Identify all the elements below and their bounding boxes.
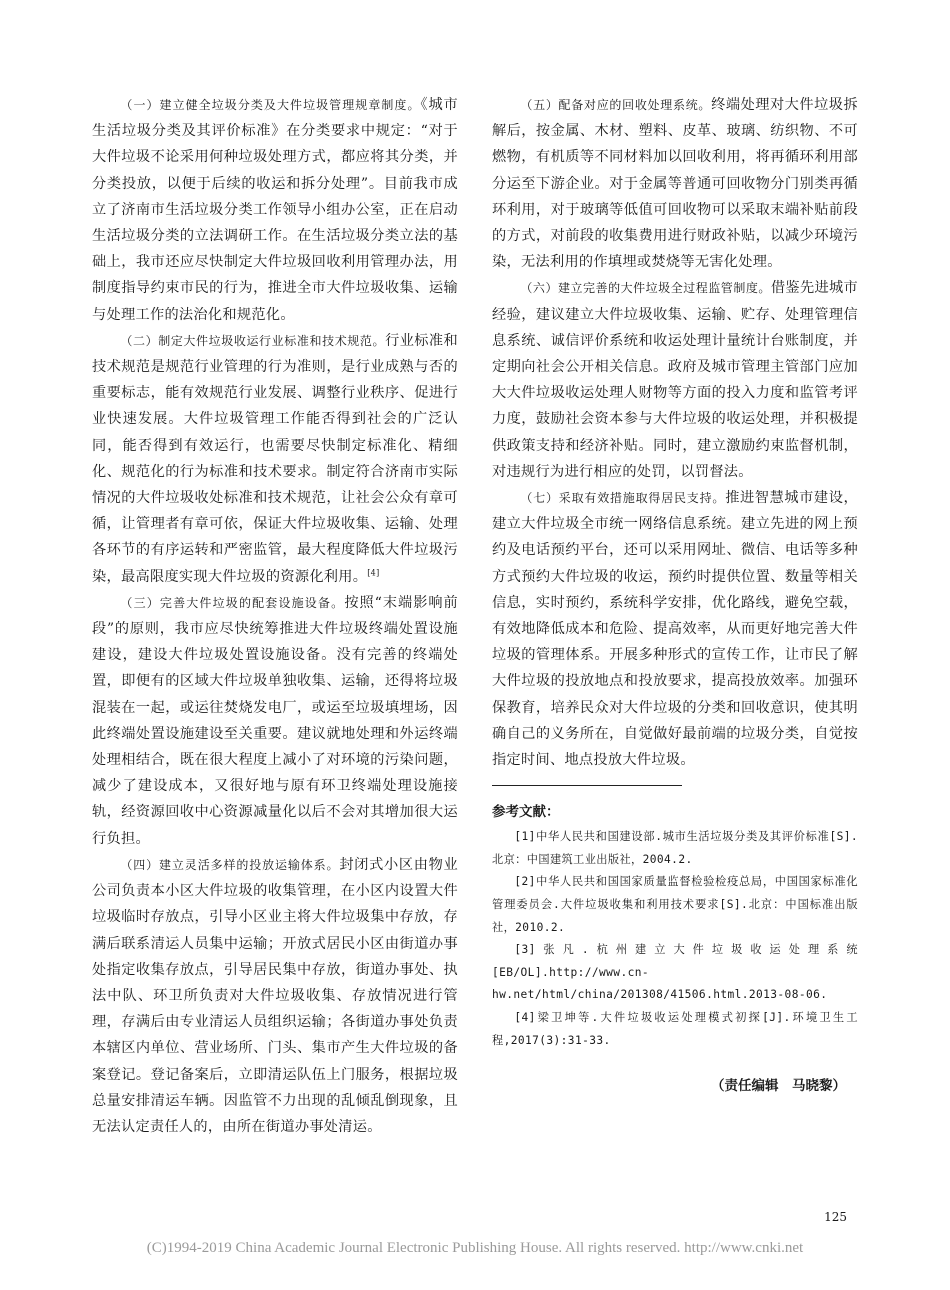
references-title: 参考文献： <box>492 804 560 821</box>
paragraph-2-body: 行业标准和技术规范是规范行业管理的行为准则，是行业成熟与否的重要标志，能有效规范行业发展、调整行业秩序、促进行业快速发展。大件垃圾管理工作能否得到社会的广泛认同，能否得到有效运行，也需要尽快制定标准化、精细化、规范化的行为标准和技术要求。制定符合济南市实际情况的大件垃圾收处标准和技术规范，让社会公众有章可循，让管理者有章可依，保证大件垃圾收集、运输、处理各环节的有序运转和严密监管，最大程度降低大件垃圾污染，最高限度实现大件垃圾的资源化利用。 <box>92 332 458 585</box>
section-heading-1: （一）建立健全垃圾分类及大件垃圾管理规章制度。 <box>120 98 421 112</box>
reference-item: [3]张凡.杭州建立大件垃圾收运处理系统[EB/OL].http://www.cn-hw.net/html/china/201308/41506.html.2013-08-06. <box>492 943 858 1002</box>
copyright-footer: (C)1994-2019 China Academic Journal Electronic Publishing House. All rights reserved. http://www.cnki.net <box>146 1240 804 1256</box>
citation-marker: [4] <box>367 567 380 577</box>
reference-item: [1]中华人民共和国建设部.城市生活垃圾分类及其评价标准[S].北京：中国建筑工业出版社，2004.2. <box>492 830 858 866</box>
responsible-editor: （责任编辑 马晓黎） <box>711 1078 846 1095</box>
references-divider <box>492 785 682 786</box>
section-heading-4: （四）建立灵活多样的投放运输体系。 <box>120 857 340 872</box>
paragraph-5-body: 终端处理对大件垃圾拆解后，按金属、木材、塑料、皮革、玻璃、纺织物、不可燃物，有机质等不同材料加以回收利用，将再循环利用部分运至下游企业。对于金属等普通可回收物分门别类再循环利用，对于玻璃等低值可回收物可以采取末端补贴前段的方式，对前段的收集费用进行财政补贴，以减少环境污染，无法利用的作填埋或焚烧等无害化处理。 <box>492 97 858 271</box>
paragraph-1-body: 《城市生活垃圾分类及其评价标准》在分类要求中规定：“对于大件垃圾不论采用何种垃圾处理方式，都应将其分类，并分类投放，以便于后续的收运和拆分处理”。目前我市成立了济南市生活垃圾分类工作领导小组办公室，正在启动生活垃圾分类的立法调研工作。在生活垃圾分类立法的基础上，我市还应尽快制定大件垃圾回收利用管理办法，用制度指导约束市民的行为，推进全市大件垃圾收集、运输与处理工作的法治化和规范化。 <box>92 97 458 323</box>
right-column <box>492 92 858 1094</box>
section-heading-3: （三）完善大件垃圾的配套设施设备。 <box>120 595 345 610</box>
paragraph-4-body: 封闭式小区由物业公司负责本小区大件垃圾的收集管理，在小区内设置大件垃圾临时存放点，引导小区业主将大件垃圾集中存放，存满后联系清运人员集中运输；开放式居民小区由街道办事处指定收集存放点，引导居民集中存放，街道办事处、执法中队、环卫所负责对大件垃圾收集、存放情况进行管理，存满后由专业清运人员组织运输；各街道办事处负责本辖区内单位、营业场所、门头、集市产生大件垃圾的备案登记。登记备案后，立即清运队伍上门服务，根据垃圾总量安排清运车辆。因监管不力出现的乱倾乱倒现象，且无法认定责任人的，由所在街道办事处清运。 <box>92 856 458 1135</box>
section-heading-5: （五）配备对应的回收处理系统。 <box>520 98 712 112</box>
paragraph-6 <box>492 275 858 485</box>
paragraph-6-body: 借鉴先进城市经验，建议建立大件垃圾收集、运输、贮存、处理管理信息系统、诚信评价系统和收运处理计量统计台账制度，并定期向社会公开相关信息。政府及城市管理主管部门应加大大件垃圾收运处理人财物等方面的投入力度和监管考评力度，鼓励社会资本参与大件垃圾的收运处理，并积极提供政策支持和经济补贴。同时，建立激励约束监督机制，对违规行为进行相应的处罚，以罚督法。 <box>492 280 858 480</box>
paragraph-7-body: 推进智慧城市建设，建立大件垃圾全市统一网络信息系统。建立先进的网上预约及电话预约平台，还可以采用网址、微信、电话等多种方式预约大件垃圾的收运，预约时提供位置、数量等相关信息，实时预约，系统科学安排，优化路线，避免空载，有效地降低成本和危险、提高效率，从而更好地完善大件垃圾的管理体系。开展多种形式的宣传工作，让市民了解大件垃圾的投放地点和投放要求，提高投放效率。加强环保教育，培养民众对大件垃圾的分类和回收意识，使其明确自己的义务所在，自觉做好最前端的垃圾分类，自觉按指定时间、地点投放大件垃圾。 <box>492 490 858 769</box>
page-number: 125 <box>824 1210 847 1224</box>
paragraph-4 <box>92 852 458 1140</box>
paragraph-3 <box>92 590 458 852</box>
section-heading-2: （二）制定大件垃圾收运行业标准和技术规范。 <box>120 333 386 348</box>
left-column <box>92 92 458 1140</box>
section-heading-6: （六）建立完善的大件垃圾全过程监管制度。 <box>520 281 771 296</box>
paragraph-1 <box>92 92 458 328</box>
reference-item: [4]梁卫坤等.大件垃圾收运处理模式初探[J].环境卫生工程,2017(3):31-33. <box>492 1011 858 1047</box>
paragraph-5 <box>492 92 858 275</box>
section-heading-7: （七）采取有效措施取得居民支持。 <box>520 491 726 506</box>
paragraph-2 <box>92 328 458 590</box>
reference-item: [2]中华人民共和国国家质量监督检验检疫总局，中国国家标准化管理委员会.大件垃圾收集和利用技术要求[S].北京：中国标准出版社，2010.2. <box>492 875 858 934</box>
paragraph-3-body: 按照“末端影响前段”的原则，我市应尽快统筹推进大件垃圾终端处置设施建设，建设大件垃圾处置设施设备。没有完善的终端处置，即便有的区域大件垃圾单独收集、运输，还得将垃圾混装在一起，或运往焚烧发电厂，或运至垃圾填埋场，因此终端处置设施建设至关重要。建议就地处理和外运终端处理相结合，既在很大程度上减小了对环境的污染问题，减少了建设成本，又很好地与原有环卫终端处理设施接轨，经资源回收中心资源减量化以后不会对其增加很大运行负担。 <box>92 594 458 847</box>
paragraph-7 <box>492 485 858 773</box>
